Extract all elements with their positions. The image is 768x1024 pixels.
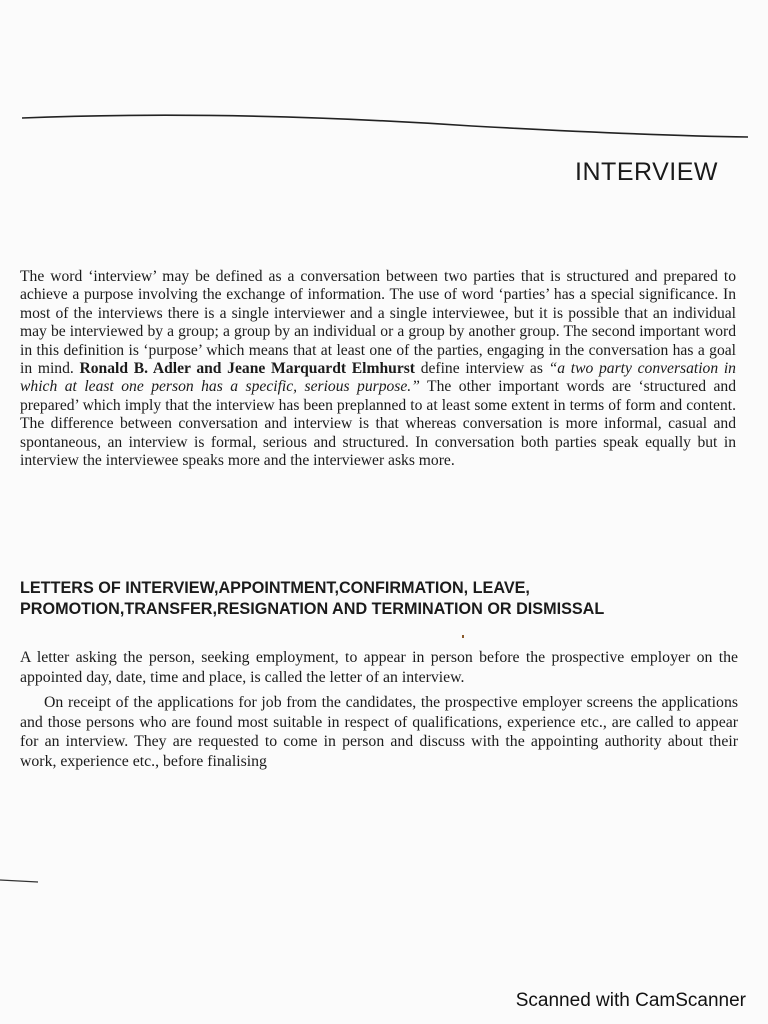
intro-text-part3: The other important words are ‘structured and prepared’ which imply that the interview has been preplanned to at least some extent in terms of form and content. The difference between conversation and interview is that whereas conversation is more informal, casual and spontaneous, an interview is formal, serious and structured. In conversation both parties speak equally but in interview the interviewee speaks more and the interviewer asks more. (20, 378, 737, 470)
intro-text-part2: define interview as (415, 360, 549, 378)
stray-ink-mark (462, 635, 464, 638)
intro-paragraph (20, 268, 736, 470)
definition-quote: “a two party conversation in which at least one person has a specific, serious purpose.” (20, 360, 736, 396)
section-paragraph-2: On receipt of the applications for job from the candidates, the prospective employer screens the applications and those persons who are found most suitable in respect of qualifications, experience etc., are called to appear for an interview. They are requested to come in person and discuss with the appointing authority about their work, experience etc., before finalising (20, 694, 738, 770)
top-decorative-rule (22, 104, 748, 144)
letters-section-body (20, 648, 738, 771)
section-heading: LETTERS OF INTERVIEW,APPOINTMENT,CONFIRMATION, LEAVE, PROMOTION,TRANSFER,RESIGNATION AND TERMINATION OR DISMISSAL (20, 579, 605, 618)
author-names: Ronald B. Adler and Jeane Marquardt Elmhurst (79, 360, 415, 378)
intro-text-part1: The word ‘interview’ may be defined as a conversation between two parties that is structured and prepared to achieve a purpose involving the exchange of information. The use of word ‘parties’ has a special significance. In most of the interviews there is a single interviewer and a single interviewee, but it is possible that an individual may be interviewed by a group; a group by an individual or a group by another group. The second important word in this definition is ‘purpose’ which means that at least one of the parties, engaging in the conversation has a goal in mind. (20, 268, 736, 378)
scanner-watermark: Scanned with CamScanner (515, 990, 746, 1011)
intro-section (20, 268, 736, 470)
chapter-title: INTERVIEW (575, 158, 718, 186)
section-paragraph-1: A letter asking the person, seeking employment, to appear in person before the prospective employer on the appointed day, date, time and place, is called the letter of an interview. (20, 649, 738, 686)
bottom-rule-fragment (0, 878, 40, 884)
